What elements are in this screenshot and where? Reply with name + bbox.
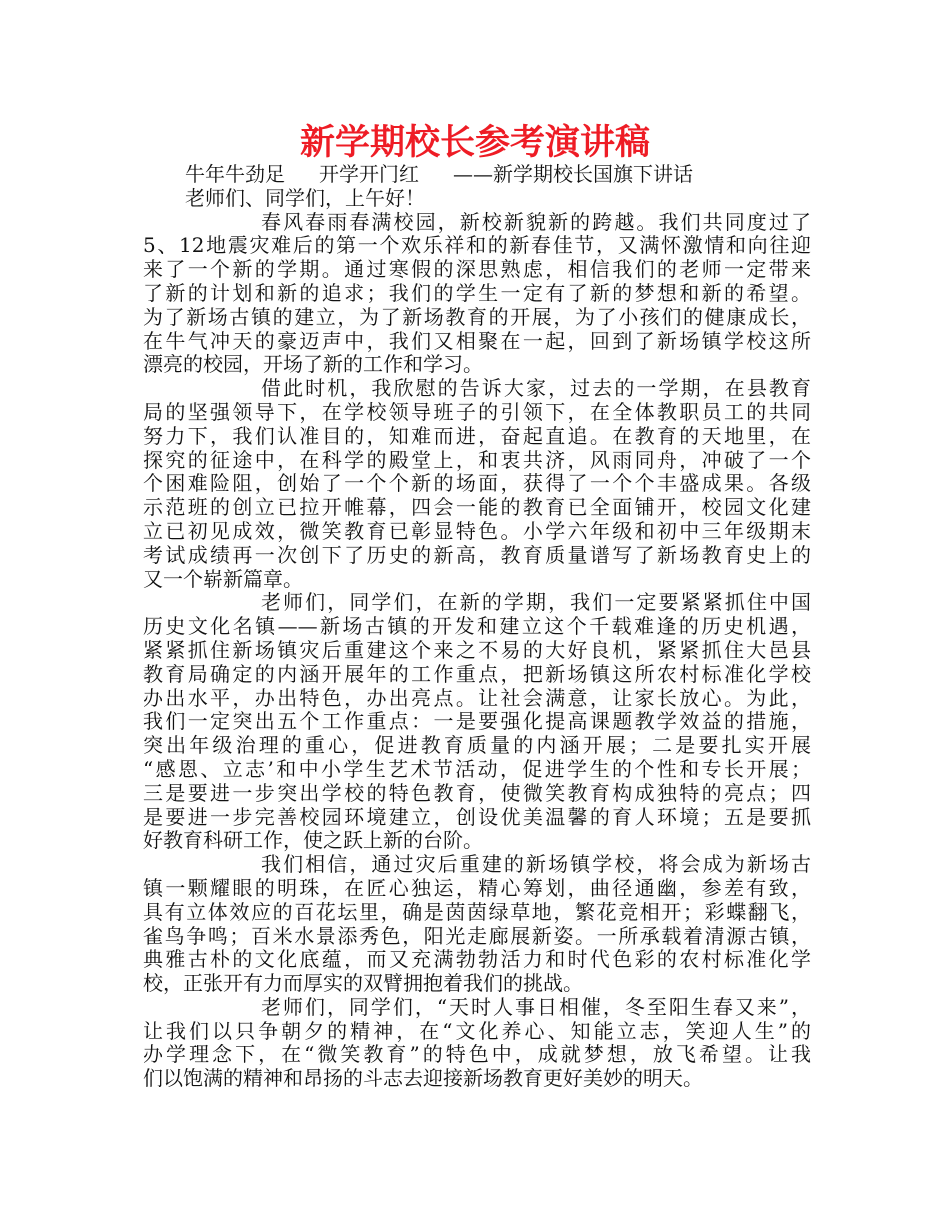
paragraph-line: 雀鸟争鸣；百米水景添秀色，阳光走廊展新姿。一所承载着清源古镇， xyxy=(143,923,811,948)
paragraph-line: 历史文化名镇——新场古镇的开发和建立这个千载难逢的历史机遇， xyxy=(143,614,811,639)
paragraph-line: 努力下，我们认准目的，知难而进，奋起直追。在教育的天地里，在 xyxy=(143,423,811,448)
document-body xyxy=(143,163,811,1091)
paragraph-line: 立已初见成效，微笑教育已彰显特色。小学六年级和初中三年级期末 xyxy=(143,518,811,543)
paragraph-line: 紧紧抓住新场镇灾后重建这个来之不易的大好良机，紧紧抓住大邑县 xyxy=(143,637,811,662)
paragraphs xyxy=(143,211,811,1091)
subtitle-part-2: 开学开门红 xyxy=(319,162,419,186)
paragraph-line: 来了一个新的学期。通过寒假的深思熟虑，相信我们的老师一定带来 xyxy=(143,257,811,282)
paragraph-line: 校，正张开有力而厚实的双臂拥抱着我们的挑战。 xyxy=(143,971,583,996)
subtitle-line xyxy=(143,163,811,187)
paragraph-line: 是要进一步完善校园环境建立，创设优美温馨的育人环境；五是要抓 xyxy=(143,804,811,829)
subtitle-part-3: ——新学期校长国旗下讲话 xyxy=(453,162,693,186)
paragraph xyxy=(143,853,811,996)
paragraph-line: 们以饱满的精神和昂扬的斗志去迎接新场教育更好美妙的明天。 xyxy=(143,1066,703,1091)
document-title: 新学期校长参考演讲稿 xyxy=(299,123,650,163)
paragraph-line: 镇一颗耀眼的明珠，在匠心独运，精心筹划，曲径通幽，参差有致， xyxy=(143,875,811,900)
paragraph-line: 又一个崭新篇章。 xyxy=(143,566,303,591)
greeting: 老师们、同学们，上午好！ xyxy=(185,185,425,210)
paragraph-line: 让我们以只争朝夕的精神，在“文化养心、知能立志，笑迎人生”的 xyxy=(143,1018,811,1043)
subtitle-part-1: 牛年牛劲足 xyxy=(185,162,285,186)
paragraph-line: 漂亮的校园，开场了新的工作和学习。 xyxy=(143,352,483,377)
paragraph-line: 三是要进一步突出学校的特色教育，使微笑教育构成独特的亮点；四 xyxy=(143,780,811,805)
paragraph-line: 5、12地震灾难后的第一个欢乐祥和的新春佳节，又满怀激情和向往迎 xyxy=(143,233,811,258)
paragraph-line: 老师们，同学们，在新的学期，我们一定要紧紧抓住中国 xyxy=(261,590,811,615)
paragraph xyxy=(143,591,811,853)
paragraph-line: 借此时机，我欣慰的告诉大家，过去的一学期，在县教育 xyxy=(261,376,811,401)
paragraph xyxy=(143,996,811,1091)
paragraph-line: 具有立体效应的百花坛里，确是茵茵绿草地，繁花竞相开；彩蝶翻飞， xyxy=(143,899,811,924)
paragraph-line: 好教育科研工作，使之跃上新的台阶。 xyxy=(143,828,483,853)
paragraph-line: 为了新场古镇的建立，为了新场教育的开展，为了小孩们的健康成长， xyxy=(143,304,811,329)
paragraph-line: 了新的计划和新的追求；我们的学生一定有了新的梦想和新的希望。 xyxy=(143,280,811,305)
paragraph xyxy=(143,377,811,591)
paragraph-line: 办出水平，办出特色，办出亮点。让社会满意，让家长放心。为此， xyxy=(143,685,811,710)
paragraph-line: 办学理念下，在“微笑教育”的特色中，成就梦想，放飞希望。让我 xyxy=(143,1042,811,1067)
paragraph-line: 春风春雨春满校园，新校新貌新的跨越。我们共同度过了 xyxy=(261,209,811,234)
paragraph-line: 突出年级治理的重心，促进教育质量的内涵开展；二是要扎实开展 xyxy=(143,733,811,758)
paragraph-line: 探究的征途中，在科学的殿堂上，和衷共济，风雨同舟，冲破了一个 xyxy=(143,447,811,472)
paragraph-line: 个困难险阻，创始了一个个新的场面，获得了一个个丰盛成果。各级 xyxy=(143,471,811,496)
paragraph-line: 我们相信，通过灾后重建的新场镇学校，将会成为新场古 xyxy=(261,852,811,877)
paragraph-line: 考试成绩再一次创下了历史的新高，教育质量谱写了新场教育史上的 xyxy=(143,542,811,567)
paragraph-line: 教育局确定的内涵开展年的工作重点，把新场镇这所农村标准化学校 xyxy=(143,661,811,686)
paragraph xyxy=(143,211,811,378)
paragraph-line: 局的坚强领导下，在学校领导班子的引领下，在全体教职员工的共同 xyxy=(143,399,811,424)
paragraph-line: 老师们，同学们，“天时人事日相催，冬至阳生春又来”， xyxy=(261,994,811,1019)
paragraph-line: 典雅古朴的文化底蕴，而又充满勃勃活力和时代色彩的农村标准化学 xyxy=(143,947,811,972)
paragraph-line: 我们一定突出五个工作重点：一是要强化提高课题教学效益的措施， xyxy=(143,709,811,734)
paragraph-line: 示范班的创立已拉开帷幕，四会一能的教育已全面铺开，校园文化建 xyxy=(143,495,811,520)
paragraph-line: “感恩、立志’和中小学生艺术节活动，促进学生的个性和专长开展； xyxy=(143,756,811,781)
paragraph-line: 在牛气冲天的豪迈声中，我们又相聚在一起，回到了新场镇学校这所 xyxy=(143,328,811,353)
